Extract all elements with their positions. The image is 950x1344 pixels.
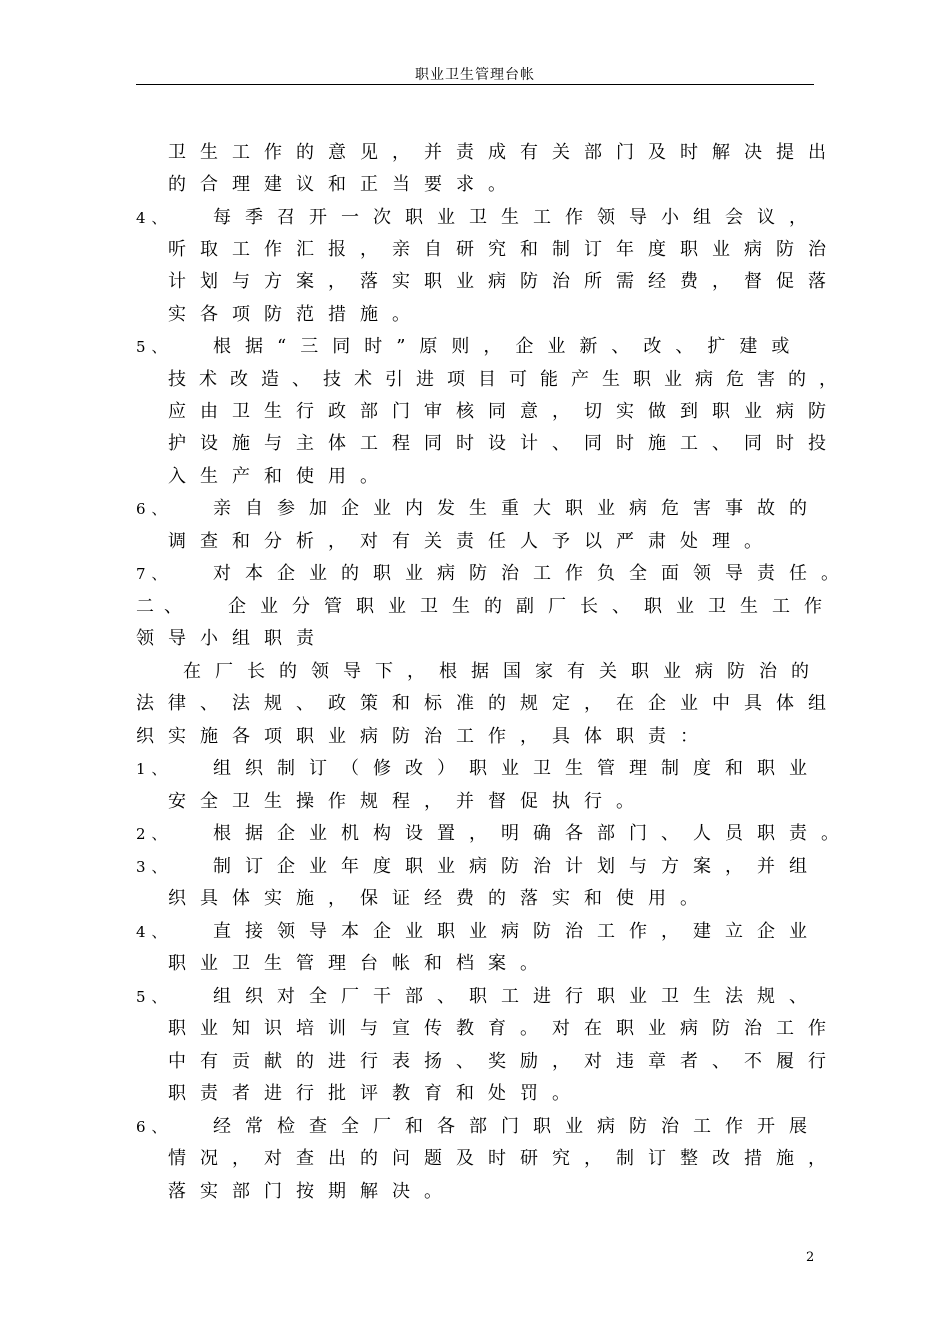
text-line: 组织制订（修改）职业卫生管理制度和职业 <box>213 758 821 779</box>
text-line: 落实部门按期解决。 <box>168 1181 456 1202</box>
page-number: 2 <box>806 1250 815 1265</box>
section-heading: 领导小组职责 <box>136 628 328 649</box>
list-marker: 4、 <box>136 209 173 227</box>
list-marker: 4、 <box>136 923 173 941</box>
list-marker: 3、 <box>136 858 173 876</box>
text-line: 调查和分析，对有关责任人予以严肃处理。 <box>168 531 776 552</box>
text-line: 的合理建议和正当要求。 <box>168 174 520 195</box>
text-line: 入生产和使用。 <box>168 466 392 487</box>
list-marker: 5、 <box>136 338 173 356</box>
list-marker: 2、 <box>136 825 173 843</box>
text-line: 织实施各项职业病防治工作，具体职责： <box>136 726 712 747</box>
text-line: 职业知识培训与宣传教育。对在职业病防治工作 <box>168 1018 840 1039</box>
text-line: 技术改造、技术引进项目可能产生职业病危害的， <box>168 369 850 390</box>
text-line: 护设施与主体工程同时设计、同时施工、同时投 <box>168 433 840 454</box>
text-line: 在厂长的领导下，根据国家有关职业病防治的 <box>183 661 823 682</box>
text-line: 应由卫生行政部门审核同意，切实做到职业病防 <box>168 401 840 422</box>
text-line: 根据“三同时”原则，企业新、改、扩建或 <box>213 336 804 357</box>
text-line: 亲自参加企业内发生重大职业病危害事故的 <box>213 498 821 519</box>
text-line: 法律、法规、政策和标准的规定，在企业中具体组 <box>136 693 840 714</box>
list-marker: 1、 <box>136 760 173 778</box>
text-line: 情况，对查出的问题及时研究，制订整改措施， <box>168 1148 840 1169</box>
header-rule <box>136 84 814 85</box>
list-marker: 6、 <box>136 1118 173 1136</box>
running-header-title: 职业卫生管理台帐 <box>415 67 535 83</box>
text-line: 职业卫生管理台帐和档案。 <box>168 953 552 974</box>
text-line: 对本企业的职业病防治工作负全面领导责任。 <box>213 563 853 584</box>
text-line: 卫生工作的意见，并责成有关部门及时解决提出 <box>168 142 840 163</box>
text-line: 织具体实施，保证经费的落实和使用。 <box>168 888 712 909</box>
list-marker: 5、 <box>136 988 173 1006</box>
list-marker: 6、 <box>136 500 173 518</box>
text-line: 听取工作汇报，亲自研究和制订年度职业病防治 <box>168 239 840 260</box>
text-line: 根据企业机构设置，明确各部门、人员职责。 <box>213 823 853 844</box>
text-line: 职责者进行批评教育和处罚。 <box>168 1083 584 1104</box>
section-heading: 企业分管职业卫生的副厂长、职业卫生工作 <box>228 596 836 617</box>
text-line: 制订企业年度职业病防治计划与方案，并组 <box>213 856 821 877</box>
text-line: 计划与方案，落实职业病防治所需经费，督促落 <box>168 271 840 292</box>
text-line: 安全卫生操作规程，并督促执行。 <box>168 791 648 812</box>
text-line: 经常检查全厂和各部门职业病防治工作开展 <box>213 1116 821 1137</box>
text-line: 实各项防范措施。 <box>168 304 424 325</box>
text-line: 组织对全厂干部、职工进行职业卫生法规、 <box>213 986 821 1007</box>
text-line: 每季召开一次职业卫生工作领导小组会议， <box>213 207 821 228</box>
text-line: 直接领导本企业职业病防治工作，建立企业 <box>213 921 821 942</box>
text-line: 中有贡献的进行表扬、奖励，对违章者、不履行 <box>168 1051 840 1072</box>
section-marker: 二、 <box>136 596 192 617</box>
list-marker: 7、 <box>136 565 173 583</box>
